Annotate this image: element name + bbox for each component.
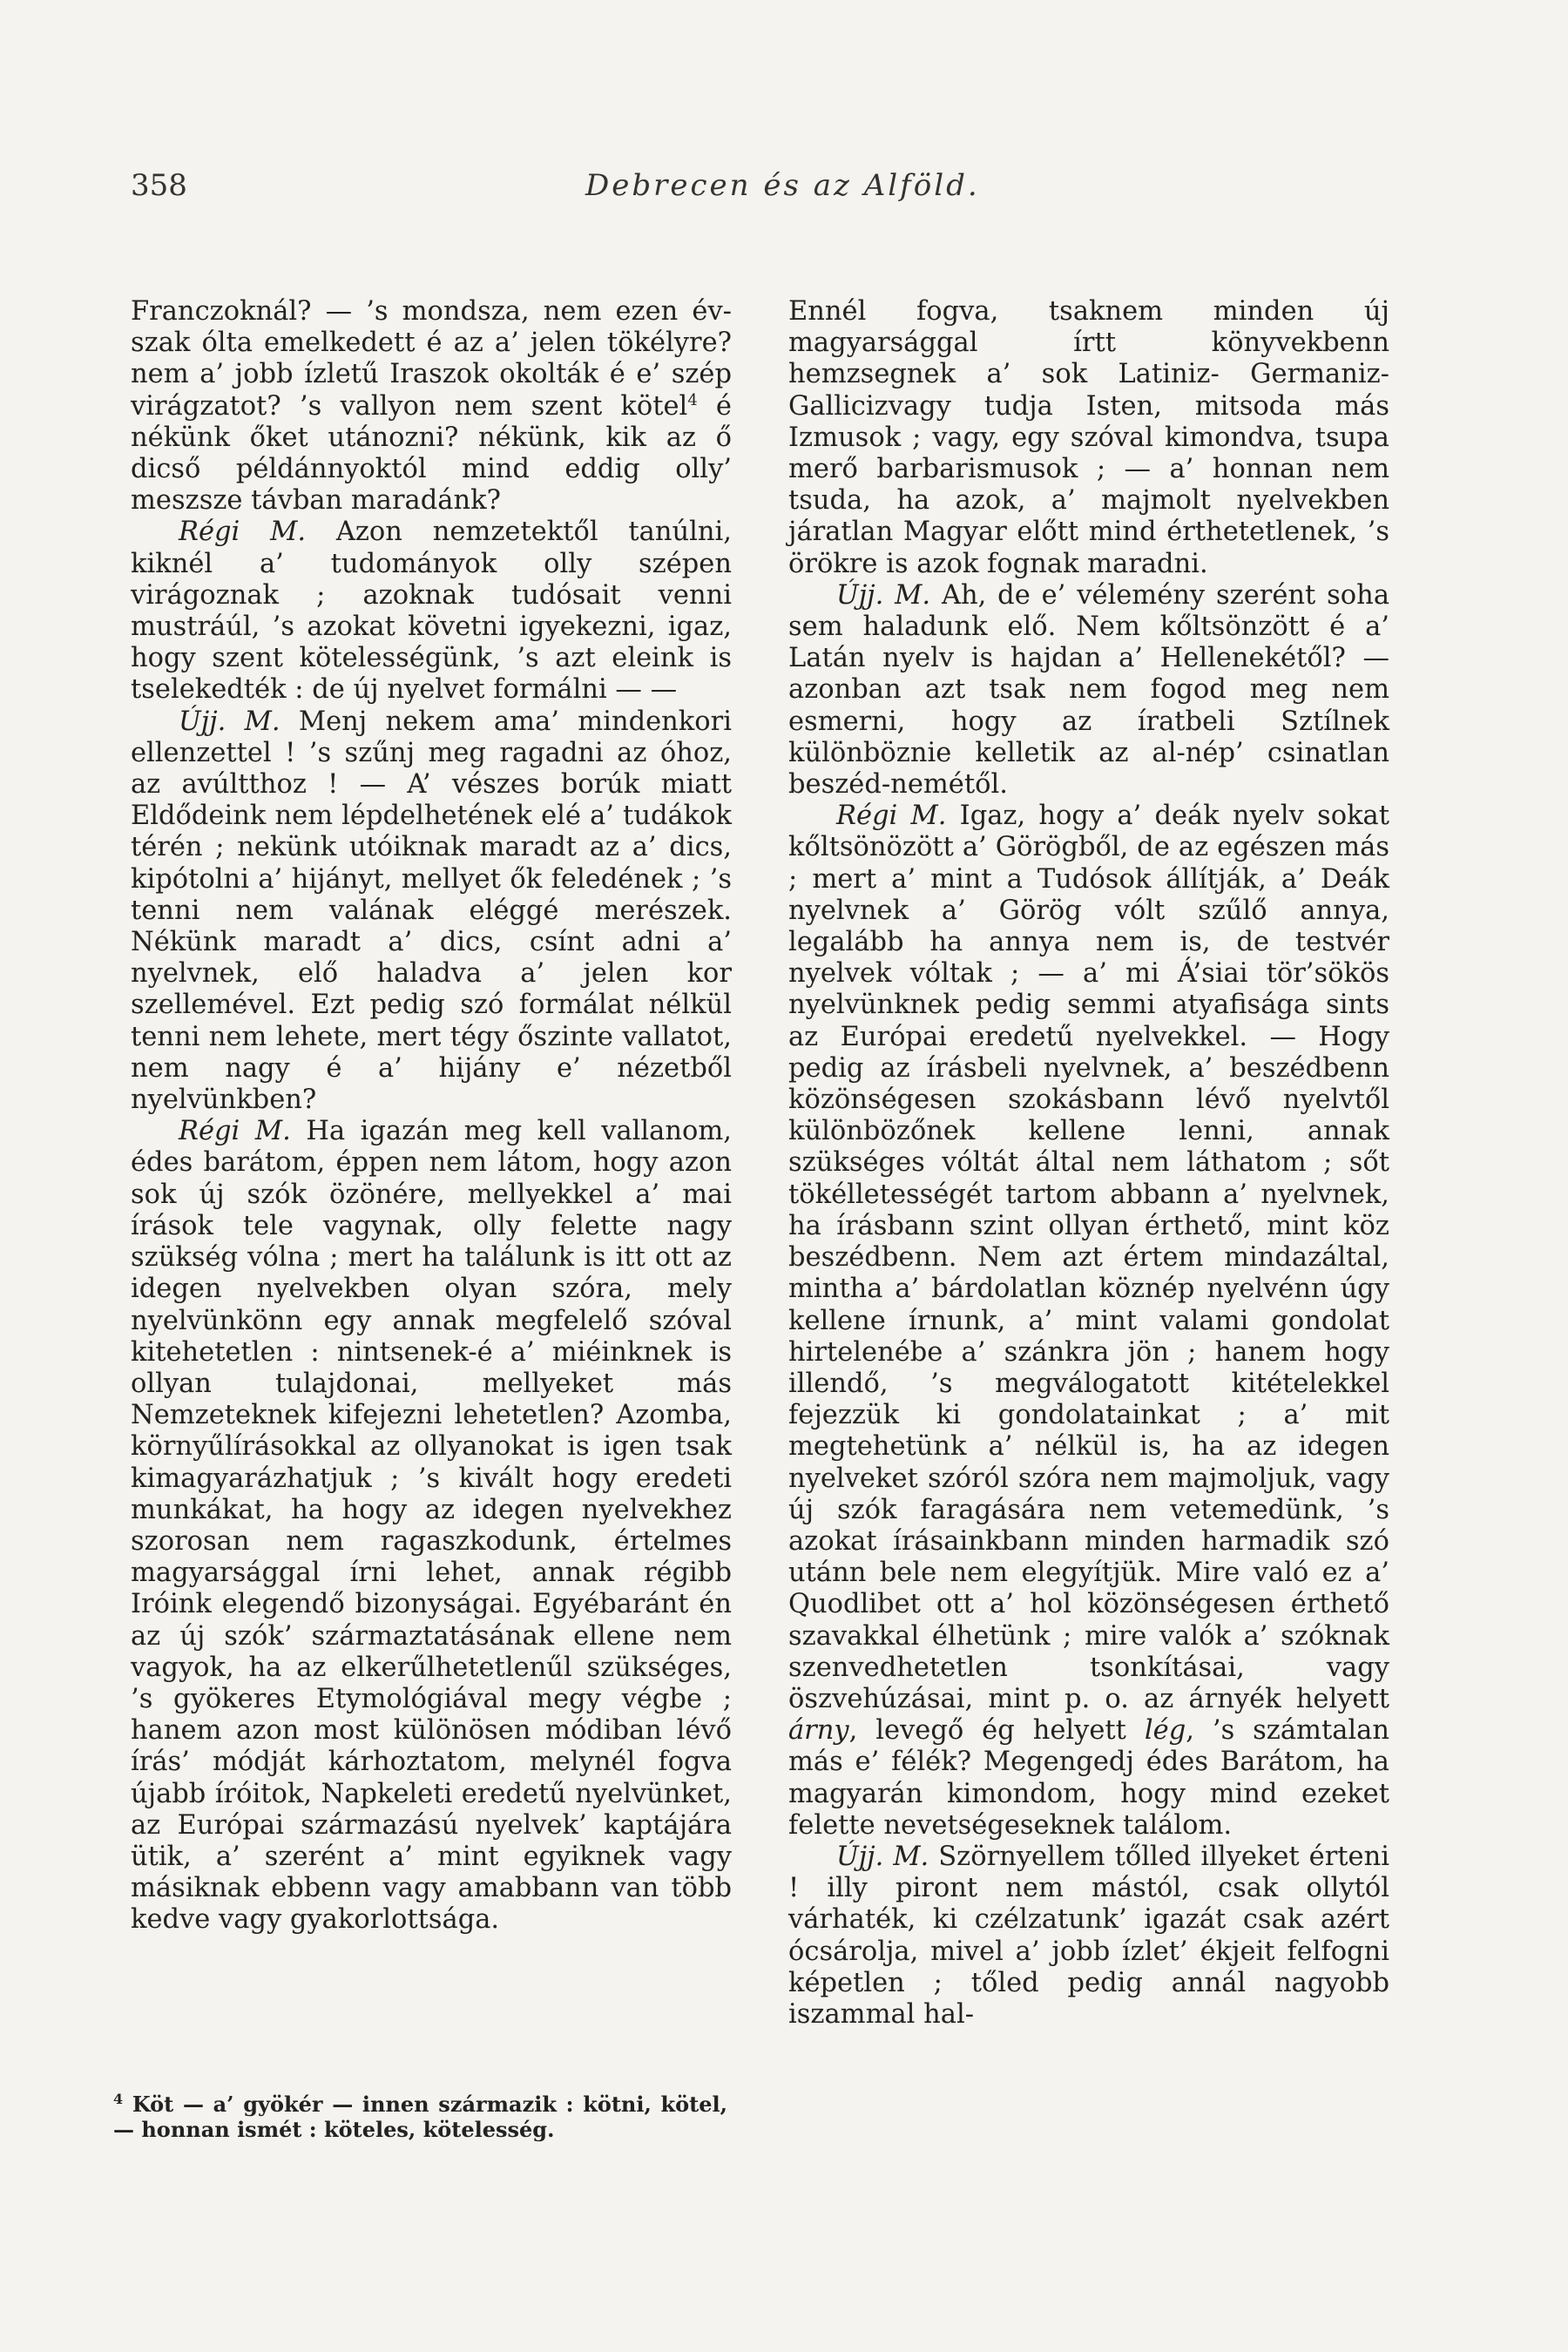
text-span: Ennél fogva, tsaknem minden új magyarsággal írtt könyvekbenn hemzsegnek a’ sok Latiniz- Germaniz- Gallicizvagy tudja Isten, mitsoda más Izmusok ; vagy, egy szóval kimondva, tsupa merő barbarismusok ; — a’ honnan nem tsuda, ha azok, a’ majmolt nyelvekben járatlan Magyar előtt mind érthetetlenek, ’s örökre is azok fognak maradni. [788,296,1389,579]
text-span: Azon nemzetektől tanúlni, kiknél a’ tudományok olly szépen virágoznak ; azoknak tudósait venni mustráúl, ’s azokat követni igyekezni, igaz, hogy szent kötelességünk, ’s azt eleink is tselekedték : de új nyelvet formálni — — [131,517,733,706]
paragraph [788,801,1389,1842]
italic-word: árny [788,1715,849,1747]
page-header [131,168,1437,220]
footnote-reference: 4 [687,390,698,409]
speaker-label: Régi M. [179,1116,291,1147]
paragraph [788,1842,1389,2031]
speaker-label: Újj. M. [836,1841,929,1872]
footnote [113,2086,727,2142]
footnote-text: Köt — a’ gyökér — innen származik : kötni, kötel, — honnan ismét : köteles, kötelesség. [113,2092,727,2142]
text-span: Szörnyellem tőlled illyeket érteni ! illy piront nem mástól, csak ollytól várhaték, ki czélzatunk’ igazát csak azért ócsárolja, mivel a’ jobb ízlet’ ékjeit felfogni képetlen ; tőled pedig annál nagyobb iszammal hal- [788,1841,1389,2030]
paragraph [788,580,1389,801]
speaker-label: Régi M. [179,517,307,548]
text-span: Ah, de e’ vélemény szerént soha sem haladunk elő. Nem kőltsönzött é a’ Latán nyelv is hajdan a’ Hellenekétől? — azonban azt tsak nem fogod meg nem esmerni, hogy az íratbeli Sztílnek különböznie kelletik az al-nép’ csinatlan beszéd-nemétől. [788,579,1389,801]
text-span: Franczoknál? — ’s mondsza, nem ezen év-szak ólta emelkedett é az a’ jelen tökélyre? nem a’ jobb ízletű Iraszok okolták é e’ szép virágzatot? ’s vallyon nem szent kötel [131,296,732,422]
speaker-label: Újj. M. [179,706,280,737]
paragraph [131,517,732,706]
text-span: Igaz, hogy a’ deák nyelv sokat kőltsönözött a’ Görögből, de az egészen más ; mert a’ mint a Tudósok állítják, a’ Deák nyelvnek a’ Görög vólt szűlő annya, legalább ha annya nem is, de testvér nyelvek vóltak ; — a’ mi Á’siai tör’sökös nyelvünknek pedig semmi atyafisága sints az Európai eredetű nyelvekkel. — Hogy pedig az írásbeli nyelvnek, a’ beszédbenn közönségesen szokásbann lévő nyelvtől különbözőnek kellene lenni, annak szükséges vóltát által nem láthatom ; sőt tökélletességét tartom abbann a’ nyelvnek, ha írásbann szint ollyan érthető, mint köz beszédbenn. Nem azt értem mindazáltal, mintha a’ bárdolatlan köznép nyelvénn úgy kellene írnunk, a’ mint valami gondolat hirtelenébe a’ szánkra jön ; hanem hogy illendő, ’s megválogatott kitételekkel fejezzük ki gondolatainkat ; a’ mit megtehetünk a’ nélkül is, ha az idegen nyelveket szóról szóra nem majmoljuk, vagy új szók faragására nem vetemedünk, ’s azokat írásainkbann minden harmadik szó utánn bele nem elegyítjük. Mire való ez a’ Quodlibet ott a’ hol közönségesen érthető szavakkal élhetünk ; mire valók a’ szóknak szenvedhetetlen tsonkításai, vagy öszvehúzásai, mint p. o. az árnyék helyett [788,801,1389,1714]
footnote-mark: 4 [113,2091,124,2107]
paragraph [788,296,1389,580]
text-span: é nékünk őket utánozni? nékünk, kik az ő dicső példánnyoktól mind eddig olly’ meszsze távban maradánk? [131,390,732,517]
running-title: Debrecen és az Alföld. [585,168,980,203]
speaker-label: Újj. M. [836,579,931,611]
speaker-label: Régi M. [836,801,947,832]
paragraph [131,706,732,1117]
paragraph [131,1116,732,1936]
right-column [788,296,1389,2031]
page-number: 358 [131,168,187,203]
text-span: Menj nekem ama’ mindenkori ellenzettel ! ’s szűnj meg ragadni az óhoz, az avúltthoz ! — A’ vészes borúk miatt Eldődeink nem lépdelhetének elé a’ tudákok térén ; nekünk utóiknak maradt az a’ dics, kipótolni a’ hijányt, mellyet ők feledének ; ’s tenni nem valának eléggé merészek. Nékünk maradt a’ dics, csínt adni a’ nyelvnek, elő haladva a’ jelen kor szellemével. Ezt pedig szó formálat nélkül tenni nem lehete, mert tégy őszinte vallatot, nem nagy é a’ hijány e’ nézetből nyelvünkben? [131,706,732,1116]
text-span: , levegő ég helyett [848,1715,1145,1747]
text-span: , ’s számtalan más e’ félék? Megengedj édes Barátom, ha magyarán kimondom, hogy mind ezeket felette nevetségeseknek találom. [788,1715,1390,1841]
paragraph [131,296,732,517]
left-column [131,296,732,1936]
italic-word: lég [1144,1715,1186,1747]
text-span: Ha igazán meg kell vallanom, édes barátom, éppen nem látom, hogy azon sok új szók özönére, mellyekkel a’ mai írások tele vagynak, olly felette nagy szükség vólna ; mert ha találunk is itt ott az idegen nyelvekben olyan szóra, mely nyelvünkönn egy annak megfelelő szóval kitehetetlen : nintsenek-é a’ miéinknek is ollyan tulajdonai, mellyeket más Nemzeteknek kifejezni lehetetlen? Azomba, környűlírásokkal az ollyanokat is igen tsak kimagyarázhatjuk ; ’s kivált hogy eredeti munkákat, ha hogy az idegen nyelvekhez szorosan nem ragaszkodunk, értelmes magyarsággal írni lehet, annak régibb Iróink elegendő bizonyságai. Egyébaránt én az új szók’ származtatásának ellene nem vagyok, ha az elkerűlhetetlenűl szükséges, ’s gyökeres Etymológiával megy végbe ; hanem azon most különösen módiban lévő írás’ módját kárhoztatom, melynél fogva újabb íróitok, Napkeleti eredetű nyelvünket, az Európai származású nyelvek’ kaptájára ütik, a’ szerént a’ mint egyiknek vagy másiknak ebbenn vagy amabbann van több kedve vagy gyakorlottsága. [131,1116,732,1936]
